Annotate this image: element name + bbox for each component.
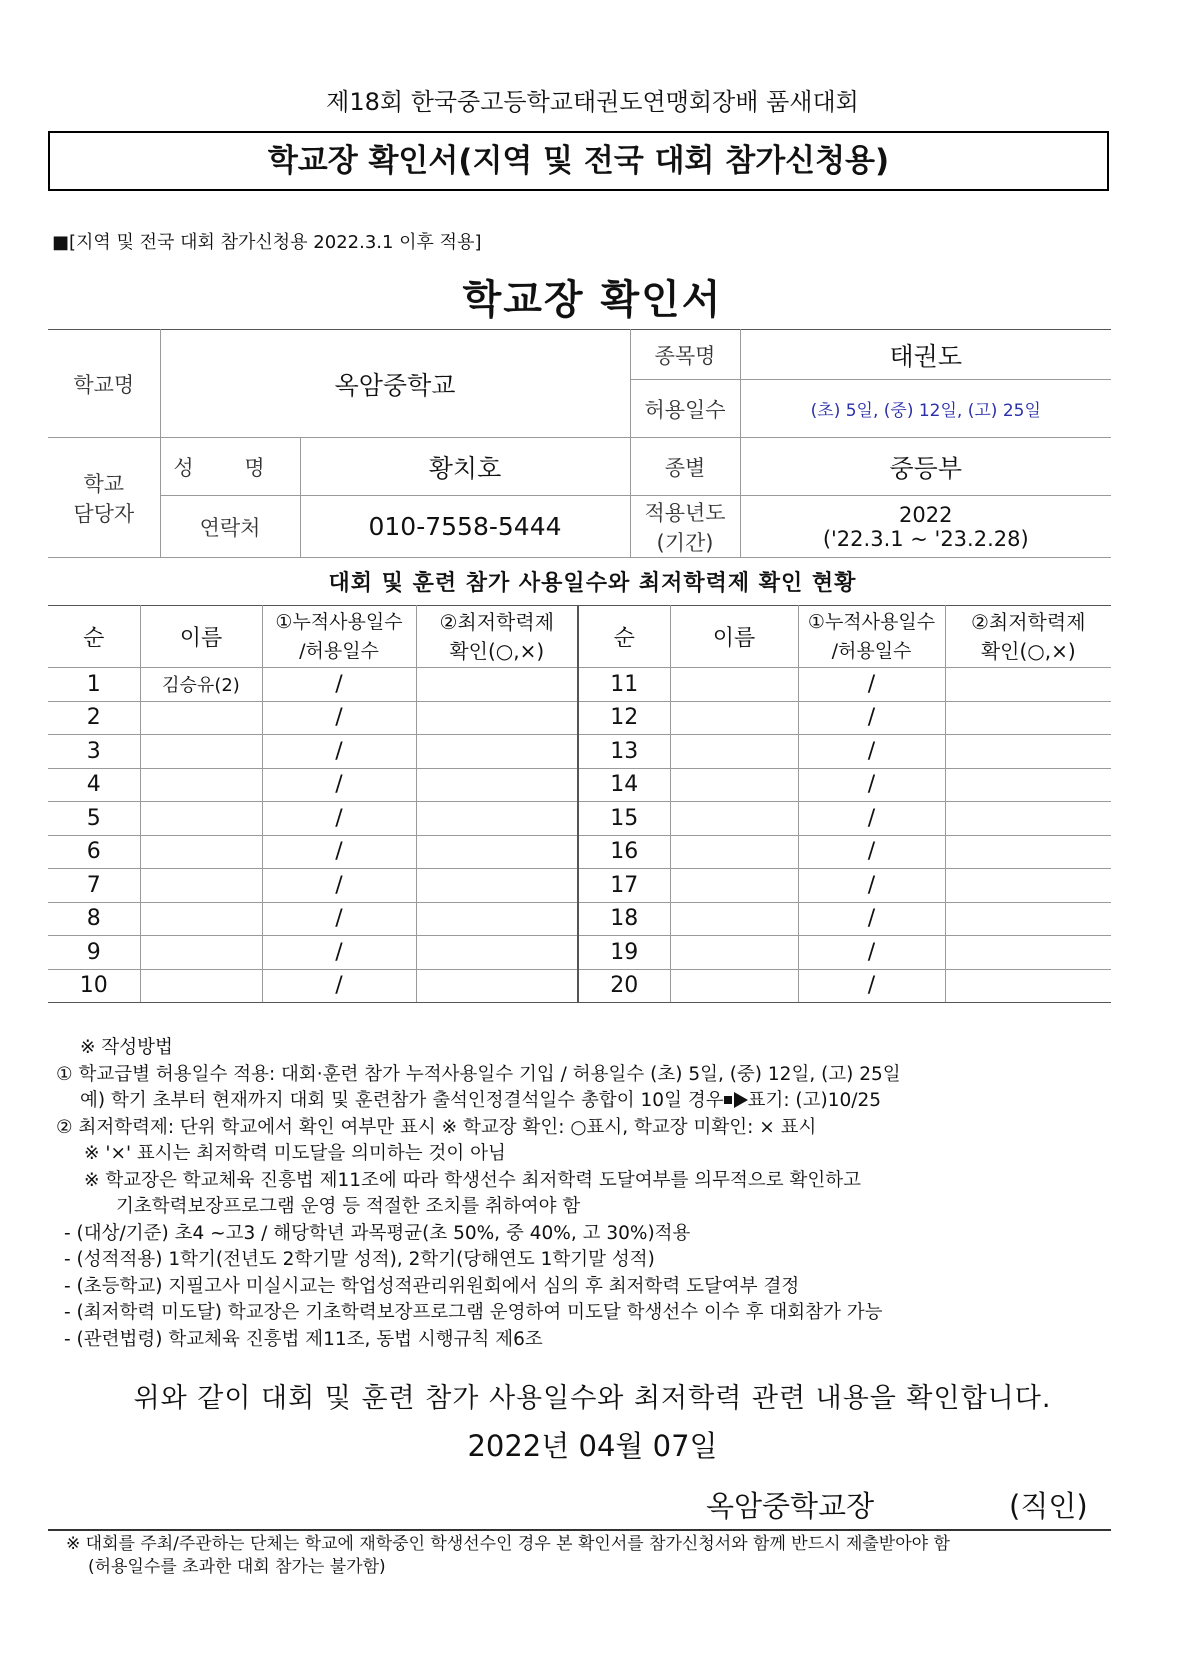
row-number-right: 17 [578, 869, 670, 903]
row-check-right [945, 802, 1111, 836]
allow-days-label: 허용일수 [630, 380, 740, 438]
header-check-line2: 확인(○,×) [449, 638, 545, 663]
row-name-right [670, 735, 798, 769]
category-label: 종별 [630, 438, 740, 496]
method-item-2-note: ※ '×' 표시는 최저학력 미도달을 의미하는 것이 아님 [84, 1143, 506, 1164]
row-days-right: / [798, 969, 945, 1003]
period-range: ('22.3.1 ~ '23.2.28) [822, 526, 1029, 551]
row-number: 3 [48, 735, 140, 769]
row-number-right: 12 [578, 701, 670, 735]
header-days-right-line1: ①누적사용일수 [807, 610, 936, 633]
contact-label-line1: 학교 [83, 471, 125, 496]
contact-label-line2: 담당자 [73, 501, 135, 526]
school-name-value: 옥암중학교 [160, 330, 630, 438]
row-name-right [670, 802, 798, 836]
table-header-row [48, 606, 1111, 668]
row-number-right: 19 [578, 936, 670, 970]
row-number: 5 [48, 802, 140, 836]
row-check [416, 668, 578, 702]
period-label-line2: (기간) [656, 530, 714, 555]
row-name-right [670, 902, 798, 936]
row-days-right: / [798, 701, 945, 735]
row-name-right [670, 668, 798, 702]
table-row [48, 768, 1111, 802]
row-check-right [945, 835, 1111, 869]
method-bullet: - (최저학력 미도달) 학교장은 기초학력보장프로그램 운영하여 미도달 학생선수 이수 후 대회참가 가능 [64, 1302, 883, 1323]
row-check [416, 768, 578, 802]
row-name [140, 768, 262, 802]
header-days [262, 606, 416, 668]
header-order: 순 [48, 606, 140, 668]
row-number: 4 [48, 768, 140, 802]
row-days-right: / [798, 668, 945, 702]
row-days: / [262, 668, 416, 702]
person-name-value: 황치호 [300, 438, 630, 496]
row-days: / [262, 835, 416, 869]
row-days: / [262, 735, 416, 769]
row-name [140, 869, 262, 903]
row-days: / [262, 969, 416, 1003]
table-row [48, 701, 1111, 735]
row-name [140, 802, 262, 836]
footer-divider [48, 1529, 1111, 1531]
row-days: / [262, 768, 416, 802]
header-name: 이름 [140, 606, 262, 668]
row-name [140, 936, 262, 970]
row-days-right: / [798, 936, 945, 970]
header-order-right: 순 [578, 606, 670, 668]
principal-title: 옥암중학교장 [706, 1489, 875, 1523]
row-check [416, 701, 578, 735]
row-name [140, 835, 262, 869]
row-days: / [262, 902, 416, 936]
row-days-right: / [798, 835, 945, 869]
row-number-right: 14 [578, 768, 670, 802]
method-bullet: - (성적적용) 1학기(전년도 2학기말 성적), 2학기(당해연도 1학기말 성적) [64, 1249, 655, 1270]
header-check [416, 606, 578, 668]
row-name [140, 969, 262, 1003]
footer-note [66, 1533, 950, 1579]
row-number: 2 [48, 701, 140, 735]
method-item-2-duty: ※ 학교장은 학교체육 진흥법 제11조에 따라 학생선수 최저학력 도달여부를 의무적으로 확인하고 [84, 1169, 861, 1191]
table-row [48, 668, 1111, 702]
header-check-line1: ②최저학력제 [439, 609, 555, 634]
method-item-2-duty-cont: 기초학력보장프로그램 운영 등 적절한 조치를 취하여야 함 [116, 1196, 581, 1217]
period-year: 2022 [899, 502, 953, 527]
school-name-label: 학교명 [48, 330, 160, 438]
period-label-line1: 적용년도 [644, 500, 726, 525]
header-days-right-line2: /허용일수 [831, 639, 912, 662]
row-check-right [945, 735, 1111, 769]
row-name: 김승유(2) [140, 668, 262, 702]
arrow-right-icon [724, 1090, 748, 1111]
header-check-right-line1: ②최저학력제 [970, 609, 1086, 634]
method-item-1-example [56, 1088, 1126, 1115]
allow-days-value: (초) 5일, (중) 12일, (고) 25일 [740, 380, 1111, 438]
row-number-right: 20 [578, 969, 670, 1003]
row-days-right: / [798, 869, 945, 903]
period-value [740, 496, 1111, 558]
row-number-right: 11 [578, 668, 670, 702]
method-item-2: ② 최저학력제: 단위 학교에서 확인 여부만 표시 ※ 학교장 확인: ○표시, 학교장 미확인: × 표시 [56, 1116, 817, 1138]
footer-note-line2: (허용일수를 초과한 대회 참가는 불가함) [88, 1557, 386, 1577]
phone-value: 010-7558-5444 [300, 496, 630, 558]
row-check-right [945, 902, 1111, 936]
row-days: / [262, 869, 416, 903]
row-name-right [670, 869, 798, 903]
row-check [416, 735, 578, 769]
row-check [416, 835, 578, 869]
header-days-right [798, 606, 945, 668]
table-row [48, 936, 1111, 970]
row-days-right: / [798, 768, 945, 802]
row-number-right: 15 [578, 802, 670, 836]
row-number-right: 16 [578, 835, 670, 869]
table-row [48, 835, 1111, 869]
row-check [416, 869, 578, 903]
row-days: / [262, 936, 416, 970]
period-label [630, 496, 740, 558]
row-check-right [945, 936, 1111, 970]
method-heading: ※ 작성방법 [80, 1037, 173, 1058]
row-days-right: / [798, 902, 945, 936]
row-check-right [945, 969, 1111, 1003]
method-bullet: - (초등학교) 지필고사 미실시교는 학업성적관리위원회에서 심의 후 최저학력 도달여부 결정 [64, 1275, 800, 1297]
header-check-right-line2: 확인(○,×) [980, 638, 1076, 663]
person-name-label: 성 명 [160, 438, 300, 496]
document-title: 학교장 확인서(지역 및 전국 대회 참가신청용) [48, 131, 1109, 191]
row-days: / [262, 802, 416, 836]
row-number: 10 [48, 969, 140, 1003]
method-bullet: - (대상/기준) 초4 ~고3 / 해당학년 과목평균(초 50%, 중 40%, 고 30%)적용 [64, 1222, 691, 1244]
row-check [416, 902, 578, 936]
table-row [48, 735, 1111, 769]
row-number-right: 13 [578, 735, 670, 769]
table-row [48, 902, 1111, 936]
row-number: 8 [48, 902, 140, 936]
confirmation-date: 2022년 04월 07일 [467, 1429, 718, 1463]
method-bullet: - (관련법령) 학교체육 진흥법 제11조, 동법 시행규칙 제6조 [64, 1328, 543, 1350]
row-name-right [670, 969, 798, 1003]
row-check [416, 936, 578, 970]
row-days-right: / [798, 735, 945, 769]
event-title: 제18회 한국중고등학교태권도연맹회장배 품새대회 [326, 88, 859, 116]
sport-value: 태권도 [740, 330, 1111, 380]
category-value: 중등부 [740, 438, 1111, 496]
table-row [48, 869, 1111, 903]
row-check-right [945, 668, 1111, 702]
scope-note: ■[지역 및 전국 대회 참가신청용 2022.3.1 이후 적용] [52, 232, 482, 253]
table-row [48, 802, 1111, 836]
participation-table [48, 605, 1111, 1003]
method-item-1: ① 학교급별 허용일수 적용: 대회·훈련 참가 누적사용일수 기입 / 허용일수 (초) 5일, (중) 12일, (고) 25일 [56, 1063, 901, 1085]
row-name [140, 701, 262, 735]
main-title: 학교장 확인서 [462, 277, 723, 323]
writing-method [56, 1035, 1126, 1353]
school-info-table [48, 329, 1111, 558]
row-check-right [945, 869, 1111, 903]
row-name [140, 735, 262, 769]
row-check [416, 802, 578, 836]
phone-label: 연락처 [160, 496, 300, 558]
example-result: 표기: (고)10/25 [747, 1090, 882, 1111]
row-number: 1 [48, 668, 140, 702]
row-check-right [945, 701, 1111, 735]
row-number: 7 [48, 869, 140, 903]
row-number-right: 18 [578, 902, 670, 936]
confirmation-statement: 위와 같이 대회 및 훈련 참가 사용일수와 최저학력 관련 내용을 확인합니다. [133, 1383, 1052, 1414]
status-heading: 대회 및 훈련 참가 사용일수와 최저학력제 확인 현황 [328, 571, 857, 596]
contact-person-label [48, 438, 160, 558]
header-days-line1: ①누적사용일수 [275, 610, 403, 633]
table-row [48, 969, 1111, 1003]
row-name-right [670, 701, 798, 735]
row-number: 6 [48, 835, 140, 869]
header-name-right: 이름 [670, 606, 798, 668]
sport-label: 종목명 [630, 330, 740, 380]
row-name [140, 902, 262, 936]
header-days-line2: /허용일수 [299, 639, 379, 662]
row-name-right [670, 936, 798, 970]
row-number: 9 [48, 936, 140, 970]
official-seal-label: (직인) [1009, 1489, 1088, 1523]
header-check-right [945, 606, 1111, 668]
example-text: 예) 학기 초부터 현재까지 대회 및 훈련참가 출석인정결석일수 총합이 10일 경우 [80, 1090, 724, 1111]
row-check [416, 969, 578, 1003]
row-days-right: / [798, 802, 945, 836]
row-check-right [945, 768, 1111, 802]
footer-note-line1: ※ 대회를 주최/주관하는 단체는 학교에 재학중인 학생선수인 경우 본 확인서를 참가신청서와 함께 반드시 제출받아야 함 [66, 1534, 950, 1554]
row-days: / [262, 701, 416, 735]
row-name-right [670, 835, 798, 869]
row-name-right [670, 768, 798, 802]
